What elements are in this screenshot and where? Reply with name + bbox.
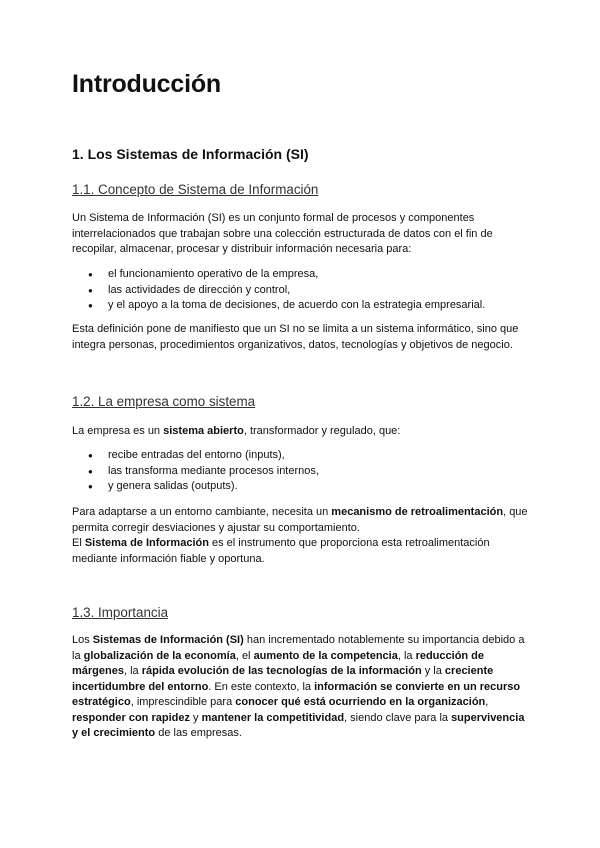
list-item: ● el funcionamiento operativo de la empresa, (72, 267, 485, 283)
page-title: Introducción (72, 70, 221, 98)
list-item: ● y genera salidas (outputs). (72, 479, 319, 495)
subsection-heading-1-1: 1.1. Concepto de Sistema de Información (72, 182, 319, 197)
subsection-heading-1-3: 1.3. Importancia (72, 605, 169, 620)
list-item: ● las actividades de dirección y control, (72, 283, 485, 299)
paragraph-feedback: Para adaptarse a un entorno cambiante, necesita un mecanismo de retroalimentación, que permita corregir desviaciones y ajustar su comportamiento. El Sistema de Información es el instrumento que proporciona esta retroalimentación mediante información fiable y oportuna. (72, 506, 528, 565)
list-item: ● y el apoyo a la toma de decisiones, de acuerdo con la estrategia empresarial. (72, 298, 485, 314)
paragraph-si-scope: Esta definición pone de manifiesto que un SI no se limita a un sistema informático, sino que integra personas, procedimientos organizativos, datos, tecnologías y objetivos de negocio. (72, 323, 519, 351)
paragraph-definition: Un Sistema de Información (SI) es un conjunto formal de procesos y componentes interrelacionados que trabajan sobre una colección estructurada de datos con el fin de recopilar, almacenar, procesar y distribuir información necesaria para: (72, 212, 493, 255)
bullet-list-purposes (72, 267, 485, 314)
bullet-list-system-steps (72, 448, 319, 495)
paragraph-open-system: La empresa es un sistema abierto, transformador y regulado, que: (72, 425, 401, 437)
list-item: ● recibe entradas del entorno (inputs), (72, 448, 319, 464)
paragraph-importance: Los Sistemas de Información (SI) han incrementado notablemente su importancia debido a la globalización de la economía, el aumento de la competencia, la reducción de márgenes, la rápida evolución de las tecnologías de la información y la creciente incertidumbre del entorno. En este contexto, la información se convierte en un recurso estratégico, imprescindible para conocer qué está ocurriendo en la organización, responder con rapidez y mantener la competitividad, siendo clave para la supervivencia y el crecimiento de las empresas. (72, 634, 525, 739)
list-item: ● las transforma mediante procesos internos, (72, 464, 319, 480)
section-heading-1: 1. Los Sistemas de Información (SI) (72, 146, 309, 162)
subsection-heading-1-2: 1.2. La empresa como sistema (72, 394, 256, 409)
